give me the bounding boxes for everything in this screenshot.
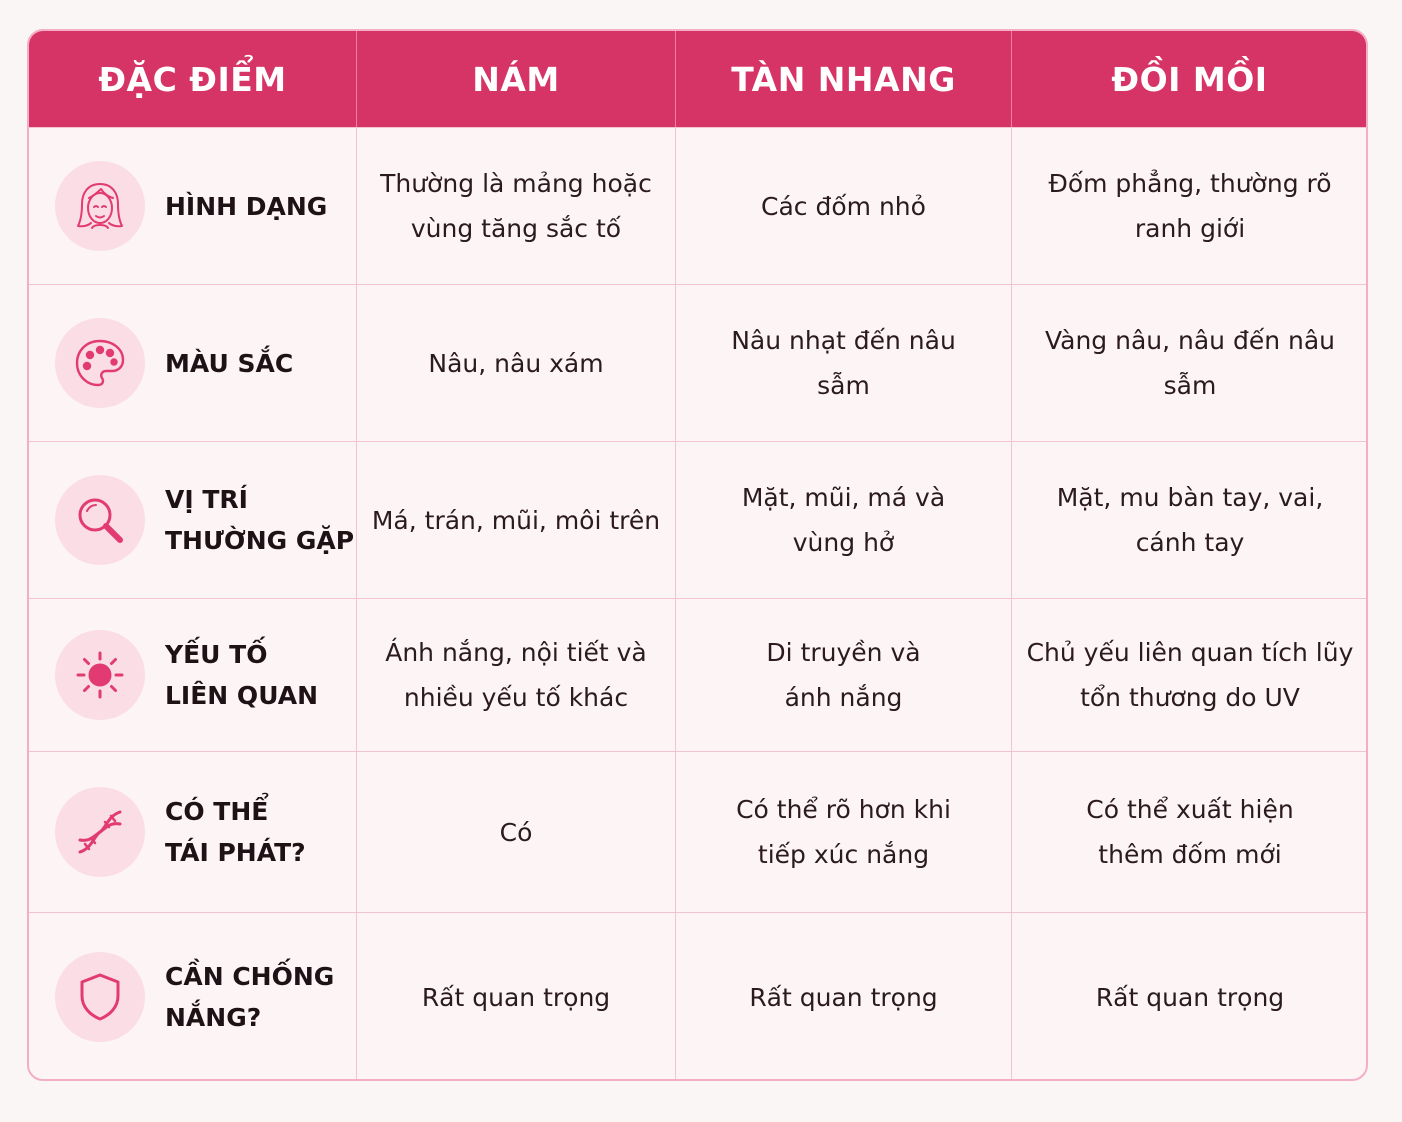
palette-icon (55, 318, 145, 408)
cell-doi-moi-sunscreen: Rất quan trọng (1012, 912, 1368, 1081)
header-characteristic: ĐẶC ĐIỂM (29, 31, 357, 127)
face-icon (55, 161, 145, 251)
cell-nam-shape: Thường là mảng hoặc vùng tăng sắc tố (357, 127, 676, 284)
cell-tan-nhang-recurrence: Có thể rõ hơn khi tiếp xúc nắng (676, 751, 1012, 912)
cell-doi-moi-shape: Đốm phẳng, thường rõ ranh giới (1012, 127, 1368, 284)
cell-doi-moi-factors: Chủ yếu liên quan tích lũy tổn thương do UV (1012, 598, 1368, 751)
row-label-text: VỊ TRÍ THƯỜNG GẶP (165, 485, 355, 555)
comparison-table (27, 29, 1368, 1081)
row-label-location (29, 441, 357, 598)
comparison-grid (29, 31, 1366, 1079)
row-label-sunscreen (29, 912, 357, 1081)
header-tan-nhang: TÀN NHANG (676, 31, 1012, 127)
shield-icon (55, 952, 145, 1042)
cell-tan-nhang-factors: Di truyền và ánh nắng (676, 598, 1012, 751)
cell-nam-sunscreen: Rất quan trọng (357, 912, 676, 1081)
header-nam: NÁM (357, 31, 676, 127)
sun-icon (55, 630, 145, 720)
row-label-text: CẦN CHỐNG NẮNG? (165, 962, 335, 1032)
row-label-text: YẾU TỐ LIÊN QUAN (165, 640, 318, 710)
row-label-text: MÀU SẮC (165, 348, 294, 378)
cell-nam-factors: Ánh nắng, nội tiết và nhiều yếu tố khác (357, 598, 676, 751)
cell-tan-nhang-sunscreen: Rất quan trọng (676, 912, 1012, 1081)
dna-icon (55, 787, 145, 877)
cell-doi-moi-location: Mặt, mu bàn tay, vai, cánh tay (1012, 441, 1368, 598)
cell-tan-nhang-color: Nâu nhạt đến nâu sẫm (676, 284, 1012, 441)
cell-tan-nhang-location: Mặt, mũi, má và vùng hở (676, 441, 1012, 598)
header-doi-moi: ĐỒI MỒI (1012, 31, 1368, 127)
cell-doi-moi-color: Vàng nâu, nâu đến nâu sẫm (1012, 284, 1368, 441)
magnifier-icon (55, 475, 145, 565)
row-label-text: CÓ THỂ TÁI PHÁT? (165, 797, 306, 867)
row-label-shape (29, 127, 357, 284)
cell-tan-nhang-shape: Các đốm nhỏ (676, 127, 1012, 284)
cell-nam-color: Nâu, nâu xám (357, 284, 676, 441)
row-label-color (29, 284, 357, 441)
cell-doi-moi-recurrence: Có thể xuất hiện thêm đốm mới (1012, 751, 1368, 912)
row-label-recurrence (29, 751, 357, 912)
cell-nam-recurrence: Có (357, 751, 676, 912)
row-label-factors (29, 598, 357, 751)
cell-nam-location: Má, trán, mũi, môi trên (357, 441, 676, 598)
row-label-text: HÌNH DẠNG (165, 191, 328, 221)
